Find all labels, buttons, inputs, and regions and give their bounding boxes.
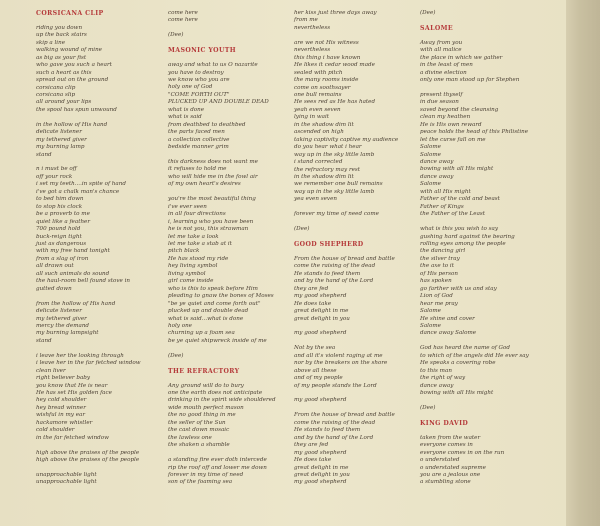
lyric-line: the axe to it (420, 263, 454, 270)
lyric-line: the shaken a shamble (168, 442, 230, 449)
lyric-line: rolling eyes among the people (420, 240, 506, 247)
lyric-line: gushing hard against the bearing (420, 233, 515, 240)
lyric-line: (Dee) (420, 404, 436, 411)
song-title: SALOME (420, 24, 453, 32)
lyric-line: hear me pray (420, 300, 458, 307)
lyric-line: He is His own reward (420, 121, 482, 128)
lyric-line: what is done (168, 106, 205, 113)
lyric-line: right believer baby (36, 375, 91, 382)
lyric-line: He likes it cedar wood made (294, 62, 375, 69)
lyric-line: my good shepherd (294, 397, 347, 404)
lyric-line: churning up a foam sea (168, 330, 235, 337)
lyric-line: yeah even seven (294, 106, 341, 113)
stanza (36, 122, 141, 159)
lyric-line: (Dee) (420, 10, 436, 16)
stanza (294, 10, 398, 32)
lyric-line: bedside manner grim (168, 144, 229, 151)
lyric-line: i've got a chalk man's chance (36, 188, 120, 195)
lyric-line: way up in the sky little lamb (294, 151, 375, 158)
lyric-line: forever my time of need come (294, 211, 379, 218)
song-title: MASONIC YOUTH (168, 47, 236, 55)
lyric-line: a stumbling stone (420, 479, 471, 486)
lyric-line: a divine election (420, 69, 467, 76)
lyric-line: above all these (294, 367, 337, 374)
lyric-line: you have to destroy (168, 69, 224, 76)
lyric-line: o understated supreme (420, 464, 486, 471)
lyric-line: Away from you (420, 39, 463, 46)
lyric-line: the refractory may rest (294, 166, 361, 173)
lyric-line: unapproachable light (36, 471, 97, 478)
lyric-line: dance away Salome (420, 330, 477, 337)
lyric-line: and by the hand of the Lord (294, 278, 374, 285)
lyric-line: come on soothsayer (294, 84, 351, 91)
lyric-line: such a heart as this (36, 69, 92, 76)
lyric-line: in the shadow dim lit (294, 121, 354, 128)
lyric-line: who will hide me in the fowl air (168, 173, 258, 180)
lyric-line: He stands to feed them (294, 270, 361, 277)
lyric-line: and by the hand of the Lord (294, 434, 374, 441)
lyric-line: in the hollow of His hand (36, 121, 108, 128)
lyric-line: be a proverb to me (36, 211, 90, 218)
lyric-line: walking wound of mine (36, 47, 102, 54)
lyric-line: my good shepherd (294, 293, 347, 300)
lyric-line: go farther with us and stay (420, 285, 497, 292)
lyric-line: taking captivity captive my audience (294, 136, 399, 143)
lyric-line: my good shepherd (294, 449, 347, 456)
lyric-line: Salome (420, 322, 441, 329)
lyric-line: come here (168, 17, 198, 24)
lyric-line: from me (294, 17, 318, 24)
lyric-line: pleading to gnaw the bones of Moses (168, 293, 274, 300)
lyric-line: saved beyond the cleansing (420, 106, 499, 113)
lyric-line: and of my people (294, 375, 343, 382)
lyric-line: my burning lamp (36, 144, 85, 151)
lyric-line: my tethered giver (36, 136, 87, 143)
lyric-line: quiet like a feather (36, 218, 91, 225)
lyric-line: from a slag of iron (36, 255, 89, 262)
lyric-line: in the least of men (420, 62, 473, 69)
lyric-line: everyone comes in on the run (420, 449, 505, 456)
lyric-line: all around your lips (36, 99, 92, 106)
lyric-line: Salome (420, 181, 441, 188)
lyric-line: He speaks a covering robe (420, 360, 496, 367)
lyric-line: holy one of God (168, 84, 213, 91)
stanza (294, 211, 398, 218)
lyric-line: a collection collective (168, 136, 230, 143)
lyric-line: Lion of God (420, 293, 453, 300)
lyric-line: n i must be off (36, 166, 77, 173)
lyric-line: be ye quiet shipwreck inside of me (168, 337, 267, 344)
stanza (294, 330, 398, 337)
lyric-line: girl come inside (168, 278, 214, 285)
lyric-line: we know who you are (168, 77, 230, 84)
lyric-line: hey cold shoulder (36, 397, 87, 404)
lyric-line: as big as your fist (36, 54, 87, 61)
booklet-fold (566, 0, 600, 526)
lyric-line: the Father of the Least (420, 211, 486, 218)
lyric-line: From the house of bread and battle (294, 412, 395, 419)
lyric-line: who gave you such a heart (36, 62, 112, 69)
lyric-line: dance away (420, 159, 454, 166)
lyric-line: are we not His witness (294, 39, 359, 46)
lyric-line: the lawless one (168, 434, 212, 441)
lyrics-column-2 (168, 10, 276, 494)
lyric-line: one bull remains (294, 91, 342, 98)
lyric-line: from the hollow of His hand (36, 300, 116, 307)
lyric-line: has spoken (420, 278, 452, 285)
stanza (168, 457, 276, 487)
lyric-line: to which of the angels did He ever say (420, 352, 529, 359)
lyric-line: with all His might (420, 188, 471, 195)
stanza (168, 353, 276, 360)
lyric-line: we remember one bull remains (294, 181, 383, 188)
lyric-line: you know that He is near (36, 382, 108, 389)
lyric-line: delicate listener (36, 129, 82, 136)
lyrics-column-3 (294, 10, 398, 494)
lyric-line: Salome (420, 151, 441, 158)
lyric-line: to bed him down (36, 196, 84, 203)
lyric-line: o understated (420, 457, 460, 464)
stanza (294, 345, 398, 390)
stanza (420, 345, 529, 397)
lyric-line: riding you down (36, 24, 83, 31)
lyric-line: this darkness does not want me (168, 159, 258, 165)
song-title: GOOD SHEPHERD (294, 240, 364, 248)
lyric-line: God has heard the name of God (420, 345, 510, 352)
stanza (294, 256, 398, 323)
lyric-line: only one man stood up for Stephen (420, 77, 520, 84)
lyric-line: Father of Kings (420, 203, 464, 210)
song-title: CORSICANA CLIP (36, 10, 104, 17)
lyric-line: they are fed (294, 442, 329, 449)
lyric-line: with my free hand tonight (36, 248, 110, 255)
lyric-line: hey living symbol (168, 263, 218, 270)
lyric-line: He does take (294, 300, 332, 307)
lyric-line: He shine and cover (420, 315, 475, 322)
lyric-line: what is said (168, 114, 202, 121)
lyric-line: buck-reign tight (36, 233, 82, 240)
lyric-line: the no good thing in me (168, 412, 236, 419)
lyric-line: lying in wait (294, 114, 330, 121)
lyric-line: i set my teeth....in spite of hand (36, 181, 126, 188)
lyric-line: Salome (420, 144, 441, 151)
lyric-line: i've ever seen (168, 203, 207, 210)
lyric-line: He sees red as He has hated (294, 99, 376, 106)
lyric-line: forever in my time of need (168, 471, 244, 478)
stanza (294, 397, 398, 404)
lyric-line: the cast down mosaic (168, 427, 230, 434)
lyrics-column-4 (420, 10, 529, 494)
lyric-line: just as dangerous (36, 241, 87, 247)
stanza (36, 353, 141, 442)
lyric-line: to this man (420, 367, 452, 374)
stanza (168, 196, 276, 345)
lyric-line: in the far fetched window (36, 434, 109, 441)
lyric-line: a standing fire ever doth intercede (168, 457, 267, 464)
lyric-line: nor by the breakers on the shore (294, 360, 388, 367)
lyric-line: my good shepherd (294, 330, 347, 337)
lyric-line: my tethered giver (36, 315, 87, 322)
lyric-line: in due season (420, 99, 459, 106)
lyric-line: high above the praises of the people (36, 457, 140, 464)
lyric-line: i, learning who you have been (168, 218, 254, 225)
lyric-line: Not by the sea (294, 345, 336, 352)
lyric-line: hey bread winner (36, 404, 86, 411)
lyric-line: hackamore whistler (36, 419, 93, 426)
lyric-line: let me take a look (168, 233, 219, 240)
stanza (294, 412, 398, 487)
stanza (168, 383, 276, 450)
lyric-line: gutted down (36, 285, 72, 292)
lyric-line: From the house of bread and battle (294, 255, 395, 262)
lyric-line: what is this you wish to say (420, 226, 498, 233)
lyric-line: unapproachable light (36, 479, 97, 486)
stanza (168, 159, 276, 189)
lyric-line: come here (168, 10, 198, 16)
stanza (168, 32, 276, 39)
lyric-line: yea even seven (294, 196, 337, 203)
song-title: THE REFRACTORY (168, 367, 240, 375)
lyric-line: let me take a stab at it (168, 240, 232, 247)
lyric-line: plucked up and double dead (168, 308, 249, 315)
lyric-line: Salome (420, 308, 441, 315)
stanza (36, 301, 141, 346)
lyric-line: of my people stands the Lord (294, 382, 377, 389)
lyric-line: to stop his clock (36, 203, 83, 210)
stanza (36, 25, 141, 114)
lyric-line: taken from the water (420, 434, 481, 441)
lyric-line: son of the foaming sea (168, 479, 233, 486)
stanza (420, 405, 529, 412)
lyric-line: Any ground will do to bury (168, 382, 244, 389)
lyric-line: PLUCKED UP AND DOUBLE DEAD (168, 99, 269, 106)
lyric-line: all drawn out (36, 263, 74, 270)
stanza (294, 40, 398, 204)
lyric-line: great delight in you (294, 315, 350, 322)
lyric-line: her kiss just three days away (294, 10, 377, 16)
stanza (168, 62, 276, 151)
lyric-line: holy one (168, 322, 192, 329)
lyric-line: in all four directions (168, 211, 226, 218)
lyric-line: Father of the cold and beast (420, 196, 500, 203)
lyric-line: cold shoulder (36, 427, 75, 434)
stanza (420, 435, 529, 487)
lyric-line: rip the roof off and lower me down (168, 464, 267, 471)
lyric-line: peace holds the head of this Philistine (420, 129, 529, 136)
lyric-line: great delight in me (294, 308, 349, 315)
lyric-line: the haul-room bell found stove in (36, 278, 131, 285)
lyric-line: skip a line (36, 39, 66, 46)
lyric-line: He has set His golden face (36, 390, 112, 397)
lyric-line: clean liver (36, 367, 66, 374)
stanza (36, 472, 141, 487)
lyric-line: ascended on high (294, 129, 344, 136)
lyric-line: mercy the demand (36, 322, 90, 329)
lyric-line: what is said...what is done (168, 315, 244, 322)
stanza (168, 10, 276, 25)
lyric-line: He stands to feed them (294, 427, 361, 434)
lyric-line: my burning lampsight (36, 330, 99, 337)
lyric-line: away and what to us O nazarite (168, 62, 258, 69)
lyric-line: (Dee) (294, 226, 310, 233)
lyric-line: sealed with pitch (294, 69, 343, 76)
lyric-line: i leave her the looking through (36, 352, 124, 359)
lyric-line: pitch black (168, 248, 200, 255)
lyric-line: bowing with all His might (420, 166, 494, 173)
lyric-line: the right of way (420, 375, 466, 382)
lyric-line: who is this to speak before Him (168, 285, 258, 292)
lyric-line: great delight in me (294, 464, 349, 471)
lyrics-column-1 (36, 10, 141, 494)
lyric-line: high above the praises of the people (36, 449, 140, 456)
lyric-line: the parts faced men (168, 129, 225, 136)
lyric-line: my good shepherd (294, 479, 347, 486)
lyric-line: "be ye quiet and come forth out" (168, 300, 261, 307)
lyric-line: all such animals do sound (36, 270, 110, 277)
lyric-line: from deathbed to deathbed (168, 121, 246, 128)
lyric-line: spread out on the ground (36, 77, 109, 84)
lyric-line: clean my heathen (420, 114, 471, 121)
lyric-line: way up in the sky little lamb (294, 188, 375, 195)
lyric-line: up the back stairs (36, 32, 87, 39)
stanza (420, 40, 529, 85)
lyric-line: corsicana clip (36, 84, 76, 91)
lyric-line: one the earth does not anticipate (168, 389, 263, 396)
lyric-line: of His person (420, 270, 458, 277)
lyric-line: the seller of the Sun (168, 419, 226, 426)
lyric-line: and all it's violent raging at me (294, 352, 383, 359)
lyric-line: nevertheless (294, 24, 331, 31)
lyric-line: bowing with all His might (420, 390, 494, 397)
stanza (36, 450, 141, 465)
lyric-line: with all malice (420, 47, 462, 54)
stanza (420, 226, 529, 338)
lyric-line: come the raising of the dead (294, 419, 376, 426)
lyric-line: do you hear what i hear (294, 144, 362, 151)
stanza (420, 10, 529, 17)
song-title: KING DAVID (420, 419, 469, 427)
lyric-line: of my own heart's desires (168, 181, 241, 188)
lyric-line: this thing i have known (294, 54, 361, 61)
lyric-line: nevertheless (294, 47, 331, 54)
lyric-line: the many rooms inside (294, 77, 359, 84)
lyric-line: off your rock (36, 173, 73, 180)
lyric-line: wishful in my ear (36, 412, 86, 419)
lyric-line: stand (36, 337, 52, 344)
lyric-line: come the raising of the dead (294, 263, 376, 270)
lyric-line: you're the most beautiful thing (168, 196, 256, 203)
lyric-line: wide mouth perfect mason (168, 404, 244, 411)
stanza (294, 226, 398, 233)
lyric-line: let the curse fall on me (420, 136, 486, 143)
lyric-line: delicate listener (36, 308, 82, 315)
lyric-line: He has stood my ride (168, 255, 229, 262)
lyric-line: in the shadow dim lit (294, 173, 354, 180)
lyric-line: dance away (420, 382, 454, 389)
lyric-line: the dancing girl (420, 248, 466, 255)
lyric-line: he is not you, this strawman (168, 226, 249, 233)
stanza (36, 166, 141, 293)
lyric-line: they are fed (294, 285, 329, 292)
lyric-line: dance away (420, 173, 454, 180)
lyric-line: i stand corrected (294, 159, 343, 166)
lyric-line: 700 pound hold (36, 226, 81, 233)
lyric-line: the spool has spun unwound (36, 106, 117, 113)
lyric-line: i leave her in the far fetched window (36, 360, 141, 367)
lyric-line: everyone comes in (420, 442, 473, 449)
lyric-line: the place in which we gather (420, 54, 503, 61)
lyric-line: it refuses to hold me (168, 166, 227, 173)
lyric-line: present thyself (420, 91, 463, 98)
lyric-line: the silver tray (420, 255, 460, 262)
lyric-line: living symbol (168, 270, 206, 277)
lyric-line: stand (36, 151, 52, 158)
lyric-line: He does take (294, 457, 332, 464)
lyric-line: (Dee) (168, 32, 184, 39)
lyric-line: you are a jealous one (420, 471, 481, 478)
stanza (420, 92, 529, 219)
lyric-line: drinking in the spirit wide shouldered (168, 397, 276, 404)
lyric-line: corsicana slip (36, 91, 76, 98)
lyric-line: great delight in you (294, 471, 350, 478)
lyric-line: (Dee) (168, 352, 184, 359)
lyric-line: "COME FORTH OUT" (168, 91, 230, 98)
